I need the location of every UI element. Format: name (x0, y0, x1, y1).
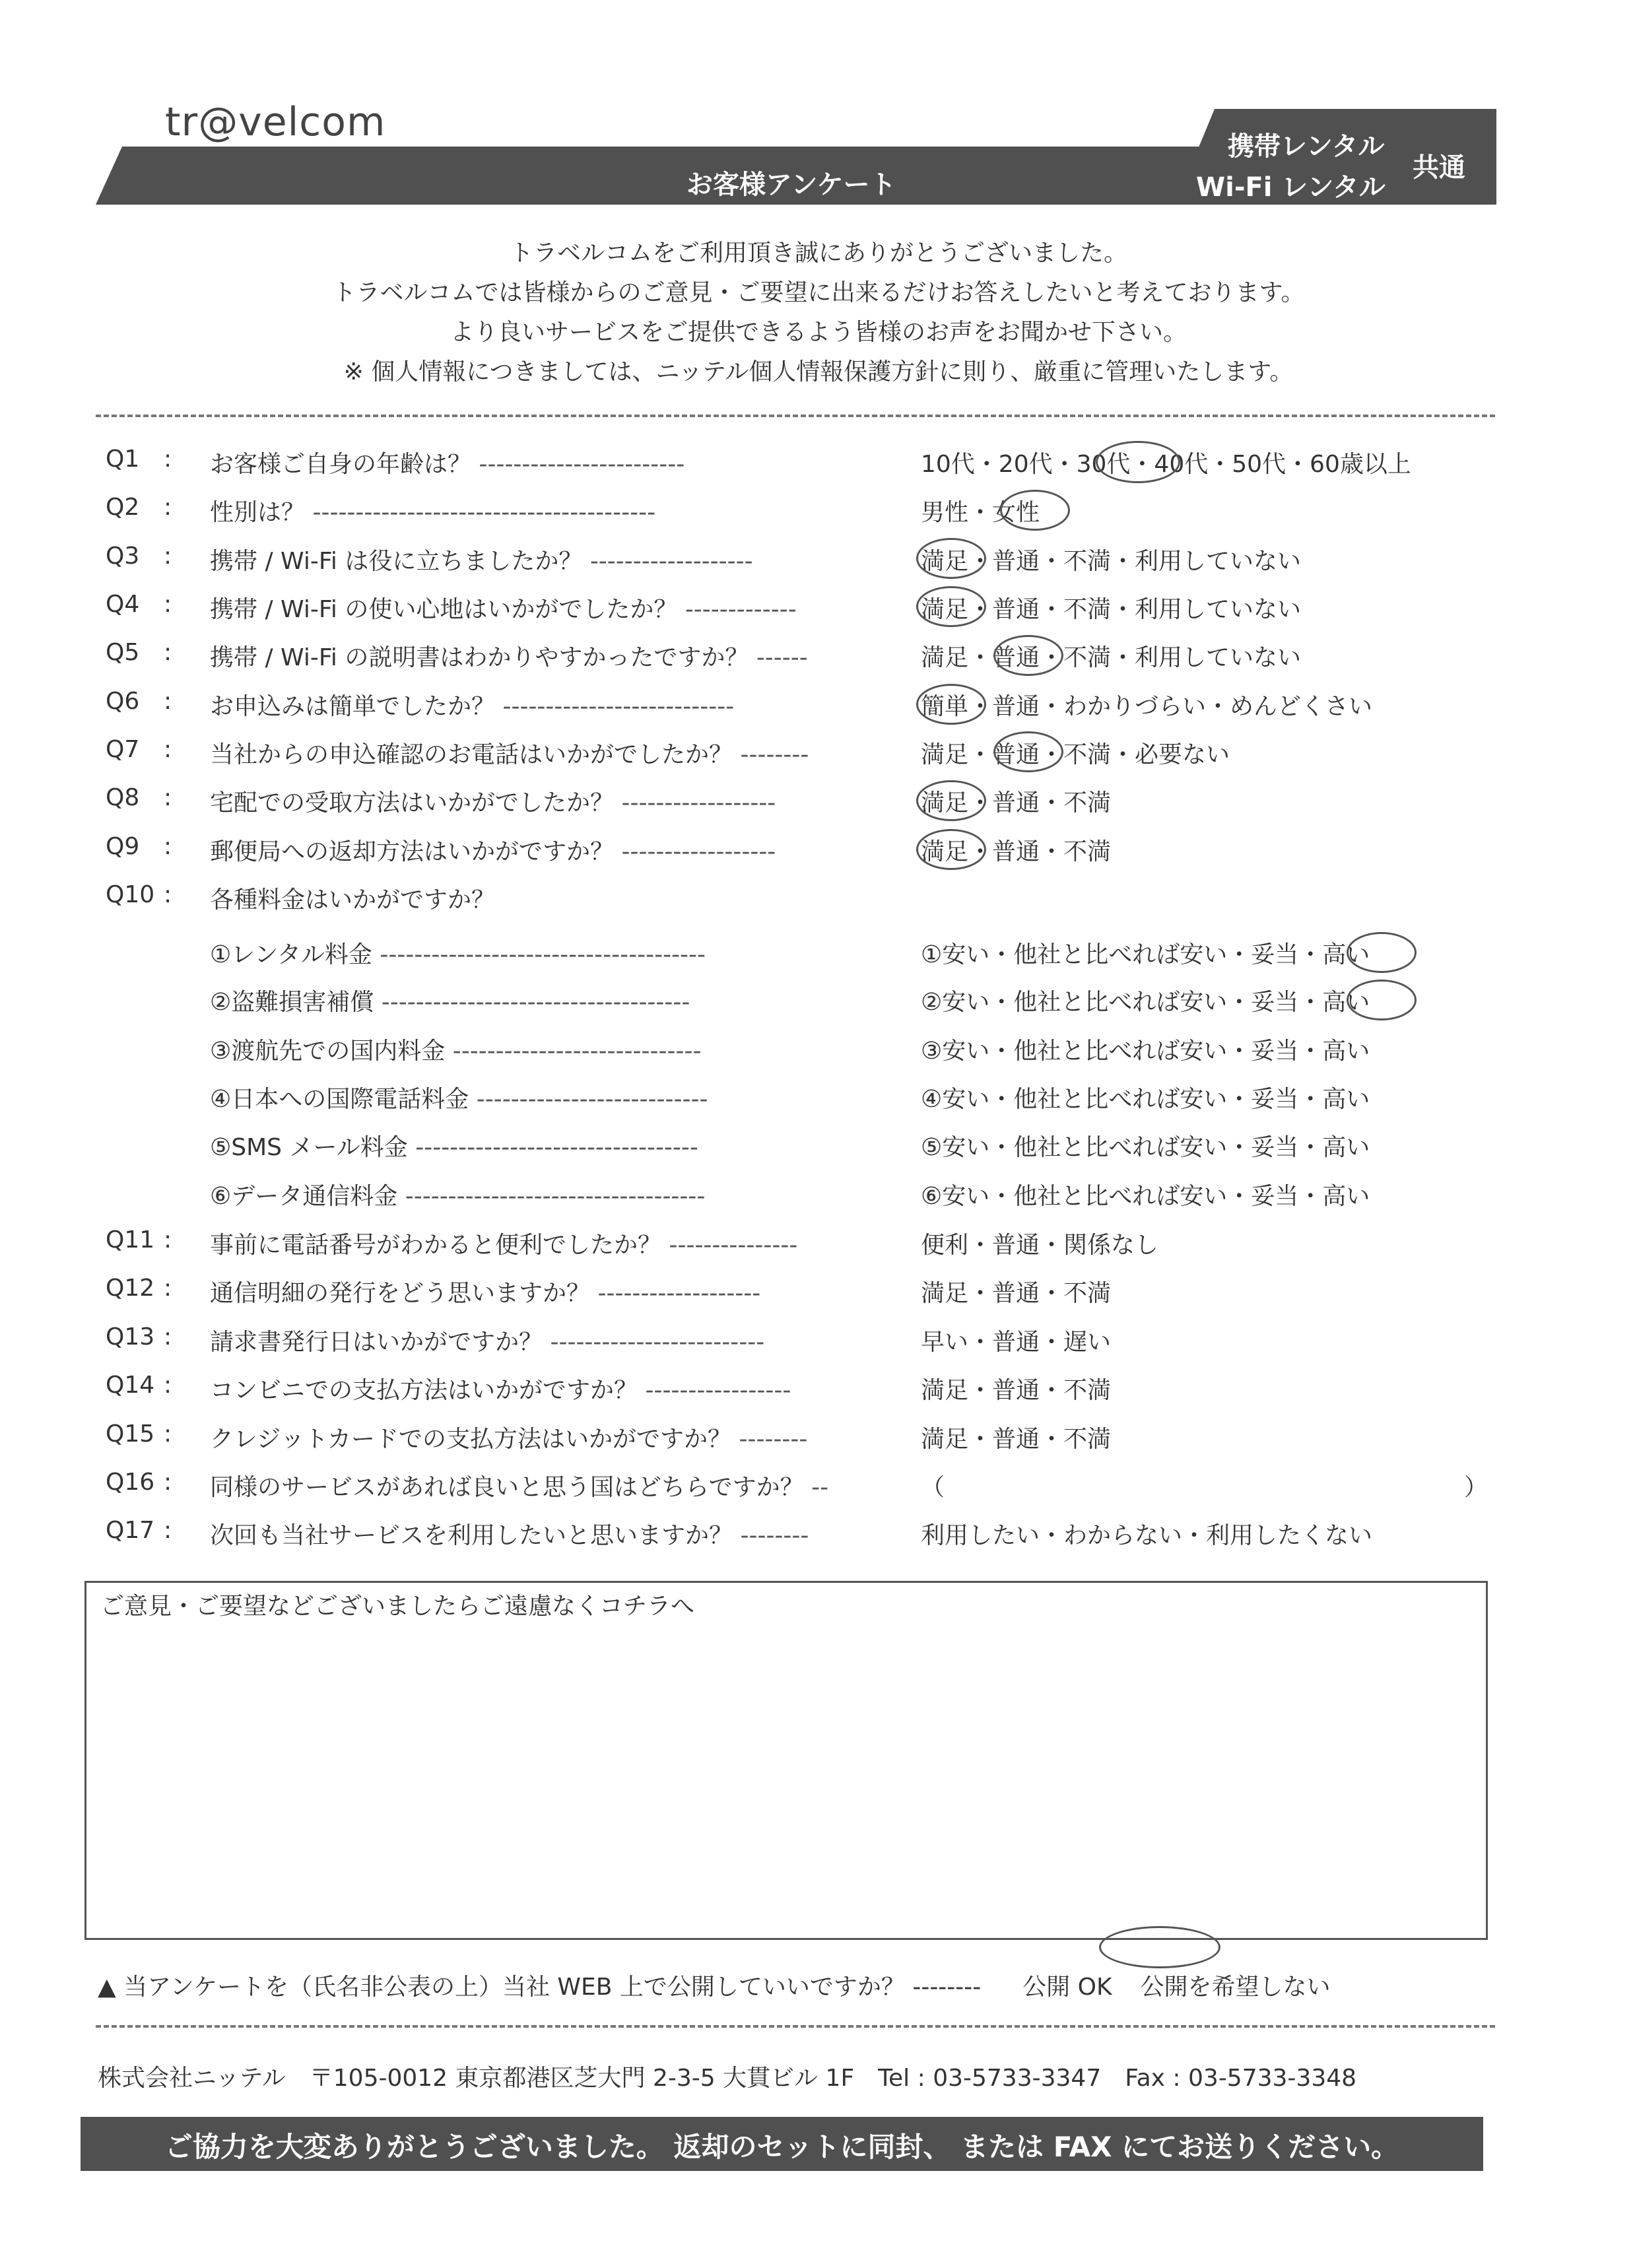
answer-options[interactable]: 満足・普通・不満・必要ない (921, 741, 1230, 768)
question-number: Q12 (106, 1275, 155, 1302)
answer-options[interactable]: 早い・普通・遅い (921, 1329, 1112, 1356)
answer-options[interactable]: 満足・普通・不満 (921, 1426, 1112, 1453)
question-number: Q14 (106, 1372, 155, 1399)
question-row (0, 833, 1637, 873)
answer-options[interactable]: 10代・20代・30代・40代・50代・60歳以上 (921, 451, 1411, 478)
service-label-wifi: Wi-Fi レンタル (1196, 172, 1386, 203)
colon: : (164, 784, 172, 811)
question-number: Q1 (106, 446, 140, 473)
answer-circle-mark (1096, 441, 1180, 483)
colon: : (164, 446, 172, 473)
publish-question-row (98, 1968, 1330, 2002)
question-number: Q10 (106, 881, 155, 908)
question-row (0, 639, 1637, 679)
publish-no-option[interactable]: 公開を希望しない (1140, 1974, 1331, 2001)
answer-options[interactable]: 満足・普通・不満・利用していない (921, 644, 1302, 671)
colon: : (164, 688, 172, 715)
comment-label: ご意見・ご要望などございましたらご遠慮なくコチラへ (100, 1593, 695, 1620)
colon: : (164, 1420, 172, 1448)
company-info: 株式会社ニッテル 〒105-0012 東京都港区芝大門 2-3-5 大貫ビル 1F Tel : 03-5733-3347 Fax : 03-5733-3348 (98, 2065, 1357, 2092)
colon: : (164, 494, 172, 521)
question-text: お申込みは簡単でしたか？ --------------------------- (210, 693, 735, 720)
intro-line: より良いサービスをご提供できるよう皆様のお声をお聞かせ下さい。 (450, 319, 1187, 346)
fee-item-text: ⑥データ通信料金 ----------------------------------- (210, 1183, 706, 1210)
answer-circle-mark (916, 538, 986, 579)
question-row (0, 688, 1637, 727)
question-row (0, 1517, 1637, 1556)
answer-circle-mark (1000, 490, 1070, 531)
question-row (0, 784, 1637, 824)
answer-options[interactable]: 満足・普通・不満・利用していない (921, 596, 1302, 623)
question-text: 通信明細の発行をどう思いますか？ ------------------- (210, 1280, 761, 1307)
question-text: 郵便局への返却方法はいかがですか？ ------------------ (210, 838, 776, 865)
colon: : (164, 1275, 172, 1302)
fee-item-text: ①レンタル料金 -------------------------------------- (210, 941, 706, 968)
question-number: Q3 (106, 543, 140, 570)
answer-options[interactable]: 満足・普通・不満 (921, 789, 1112, 817)
footer-message: ご協力を大変ありがとうございました。 返却のセットに同封、 または FAX にてお送りください。 (164, 2131, 1399, 2163)
colon: : (164, 1372, 172, 1399)
intro-line: ※ 個人情報につきましては、ニッテル個人情報保護方針に則り、厳重に管理いたします。 (343, 358, 1294, 385)
answer-options[interactable]: 満足・普通・不満 (921, 1377, 1112, 1404)
answer-circle-mark (1347, 932, 1417, 973)
answer-options[interactable]: 男性・女性 (921, 499, 1040, 526)
question-number: Q15 (106, 1420, 155, 1448)
question-row (0, 1372, 1637, 1411)
colon: : (164, 1323, 172, 1351)
answer-options[interactable]: 利用したい・わからない・利用したくない (921, 1522, 1373, 1549)
question-row (0, 543, 1637, 582)
comment-textarea[interactable] (84, 1581, 1488, 1940)
question-text: 携帯 / Wi-Fi の説明書はわかりやすかったですか？ ------ (210, 644, 808, 671)
question-text: 各種料金はいかがですか？ (210, 886, 496, 914)
answer-options[interactable]: ⑤安い・他社と比べれば安い・妥当・高い (921, 1134, 1370, 1161)
answer-circle-mark (1347, 980, 1417, 1020)
service-label-mobile: 携帯レンタル (1228, 131, 1385, 162)
answer-circle-mark (993, 731, 1063, 772)
answer-options[interactable]: 満足・普通・不満 (921, 838, 1112, 865)
intro-line: トラベルコムをご利用頂き誠にありがとうございました。 (509, 240, 1127, 267)
question-row (0, 1469, 1637, 1508)
country-input-close: ） (1464, 1474, 1488, 1501)
question-number: Q16 (106, 1469, 155, 1496)
question-row (0, 494, 1637, 533)
answer-options[interactable]: 簡単・普通・わかりづらい・めんどくさい (921, 693, 1373, 720)
fee-item-text: ⑤SMS メール料金 --------------------------------- (210, 1134, 698, 1161)
fee-row (0, 1178, 1637, 1217)
fee-item-text: ④日本への国際電話料金 --------------------------- (210, 1086, 708, 1113)
question-text: 携帯 / Wi-Fi は役に立ちましたか？ ------------------- (210, 548, 753, 575)
question-row (0, 446, 1637, 485)
question-row (0, 1420, 1637, 1460)
question-number: Q9 (106, 833, 140, 860)
fee-item-text: ③渡航先での国内料金 ----------------------------- (210, 1038, 702, 1065)
question-row (0, 1226, 1637, 1266)
question-text: コンビニでの支払方法はいかがですか？ ----------------- (210, 1377, 791, 1404)
question-number: Q11 (106, 1226, 155, 1253)
question-row (0, 1275, 1637, 1314)
answer-circle-mark (916, 780, 986, 821)
answer-circle-mark (916, 586, 986, 627)
divider (96, 415, 1495, 417)
answer-options[interactable]: ③安い・他社と比べれば安い・妥当・高い (921, 1038, 1370, 1065)
answer-circle-mark (916, 684, 986, 725)
question-text: 宅配での受取方法はいかがでしたか？ ------------------ (210, 789, 776, 817)
answer-options[interactable]: ②安い・他社と比べれば安い・妥当・高い (921, 989, 1370, 1016)
publish-question: ▲ 当アンケートを（氏名非公表の上）当社 WEB 上で公開していいですか？ -------- (98, 1974, 982, 2001)
answer-options[interactable]: 便利・普通・関係なし (921, 1232, 1159, 1259)
answer-options[interactable]: ①安い・他社と比べれば安い・妥当・高い (921, 941, 1370, 968)
country-input-open[interactable]: （ (921, 1474, 945, 1501)
question-number: Q4 (106, 591, 140, 618)
service-label-common: 共通 (1413, 152, 1465, 183)
question-number: Q17 (106, 1517, 155, 1544)
colon: : (164, 881, 172, 908)
answer-circle-mark (993, 635, 1063, 676)
answer-options[interactable]: 満足・普通・不満・利用していない (921, 548, 1302, 575)
question-row (0, 591, 1637, 630)
question-row (0, 881, 1637, 921)
fee-item-text: ②盗難損害補償 ------------------------------------ (210, 989, 690, 1016)
question-number: Q13 (106, 1323, 155, 1351)
colon: : (164, 591, 172, 618)
fee-row (0, 1081, 1637, 1120)
question-text: 携帯 / Wi-Fi の使い心地はいかがでしたか？ ------------- (210, 596, 797, 623)
question-text: 請求書発行日はいかがですか？ ------------------------- (210, 1329, 765, 1356)
colon: : (164, 543, 172, 570)
colon: : (164, 1226, 172, 1253)
colon: : (164, 833, 172, 860)
question-text: お客様ご自身の年齢は？ ------------------------ (210, 451, 685, 478)
question-number: Q8 (106, 784, 140, 811)
page-title: お客様アンケート (686, 170, 896, 200)
question-text: 性別は？ ---------------------------------------- (210, 499, 656, 526)
logo: tr@velcom (165, 99, 386, 145)
question-text: 同様のサービスがあれば良いと思う国はどちらですか？ -- (210, 1474, 829, 1501)
fee-row (0, 1129, 1637, 1168)
question-row (0, 1323, 1637, 1363)
question-text: 事前に電話番号がわかると便利でしたか？ --------------- (210, 1232, 798, 1259)
question-text: 当社からの申込確認のお電話はいかがでしたか？ -------- (210, 741, 809, 768)
question-number: Q6 (106, 688, 140, 715)
publish-ok-option[interactable]: 公開 OK (1022, 1974, 1112, 2001)
intro-line: トラベルコムでは皆様からのご意見・ご要望に出来るだけお答えしたいと考えております。 (332, 279, 1305, 306)
question-row (0, 736, 1637, 776)
colon: : (164, 1469, 172, 1496)
answer-options[interactable]: 満足・普通・不満 (921, 1280, 1112, 1307)
answer-options[interactable]: ⑥安い・他社と比べれば安い・妥当・高い (921, 1183, 1370, 1210)
question-number: Q7 (106, 736, 140, 763)
question-number: Q2 (106, 494, 140, 521)
divider (96, 2025, 1495, 2028)
question-text: クレジットカードでの支払方法はいかがですか？ -------- (210, 1426, 808, 1453)
question-number: Q5 (106, 639, 140, 666)
fee-row (0, 1032, 1637, 1072)
colon: : (164, 736, 172, 763)
answer-circle-mark (916, 829, 986, 870)
colon: : (164, 1517, 172, 1544)
answer-options[interactable]: ④安い・他社と比べれば安い・妥当・高い (921, 1086, 1370, 1113)
colon: : (164, 639, 172, 666)
question-text: 次回も当社サービスを利用したいと思いますか？ -------- (210, 1522, 809, 1549)
